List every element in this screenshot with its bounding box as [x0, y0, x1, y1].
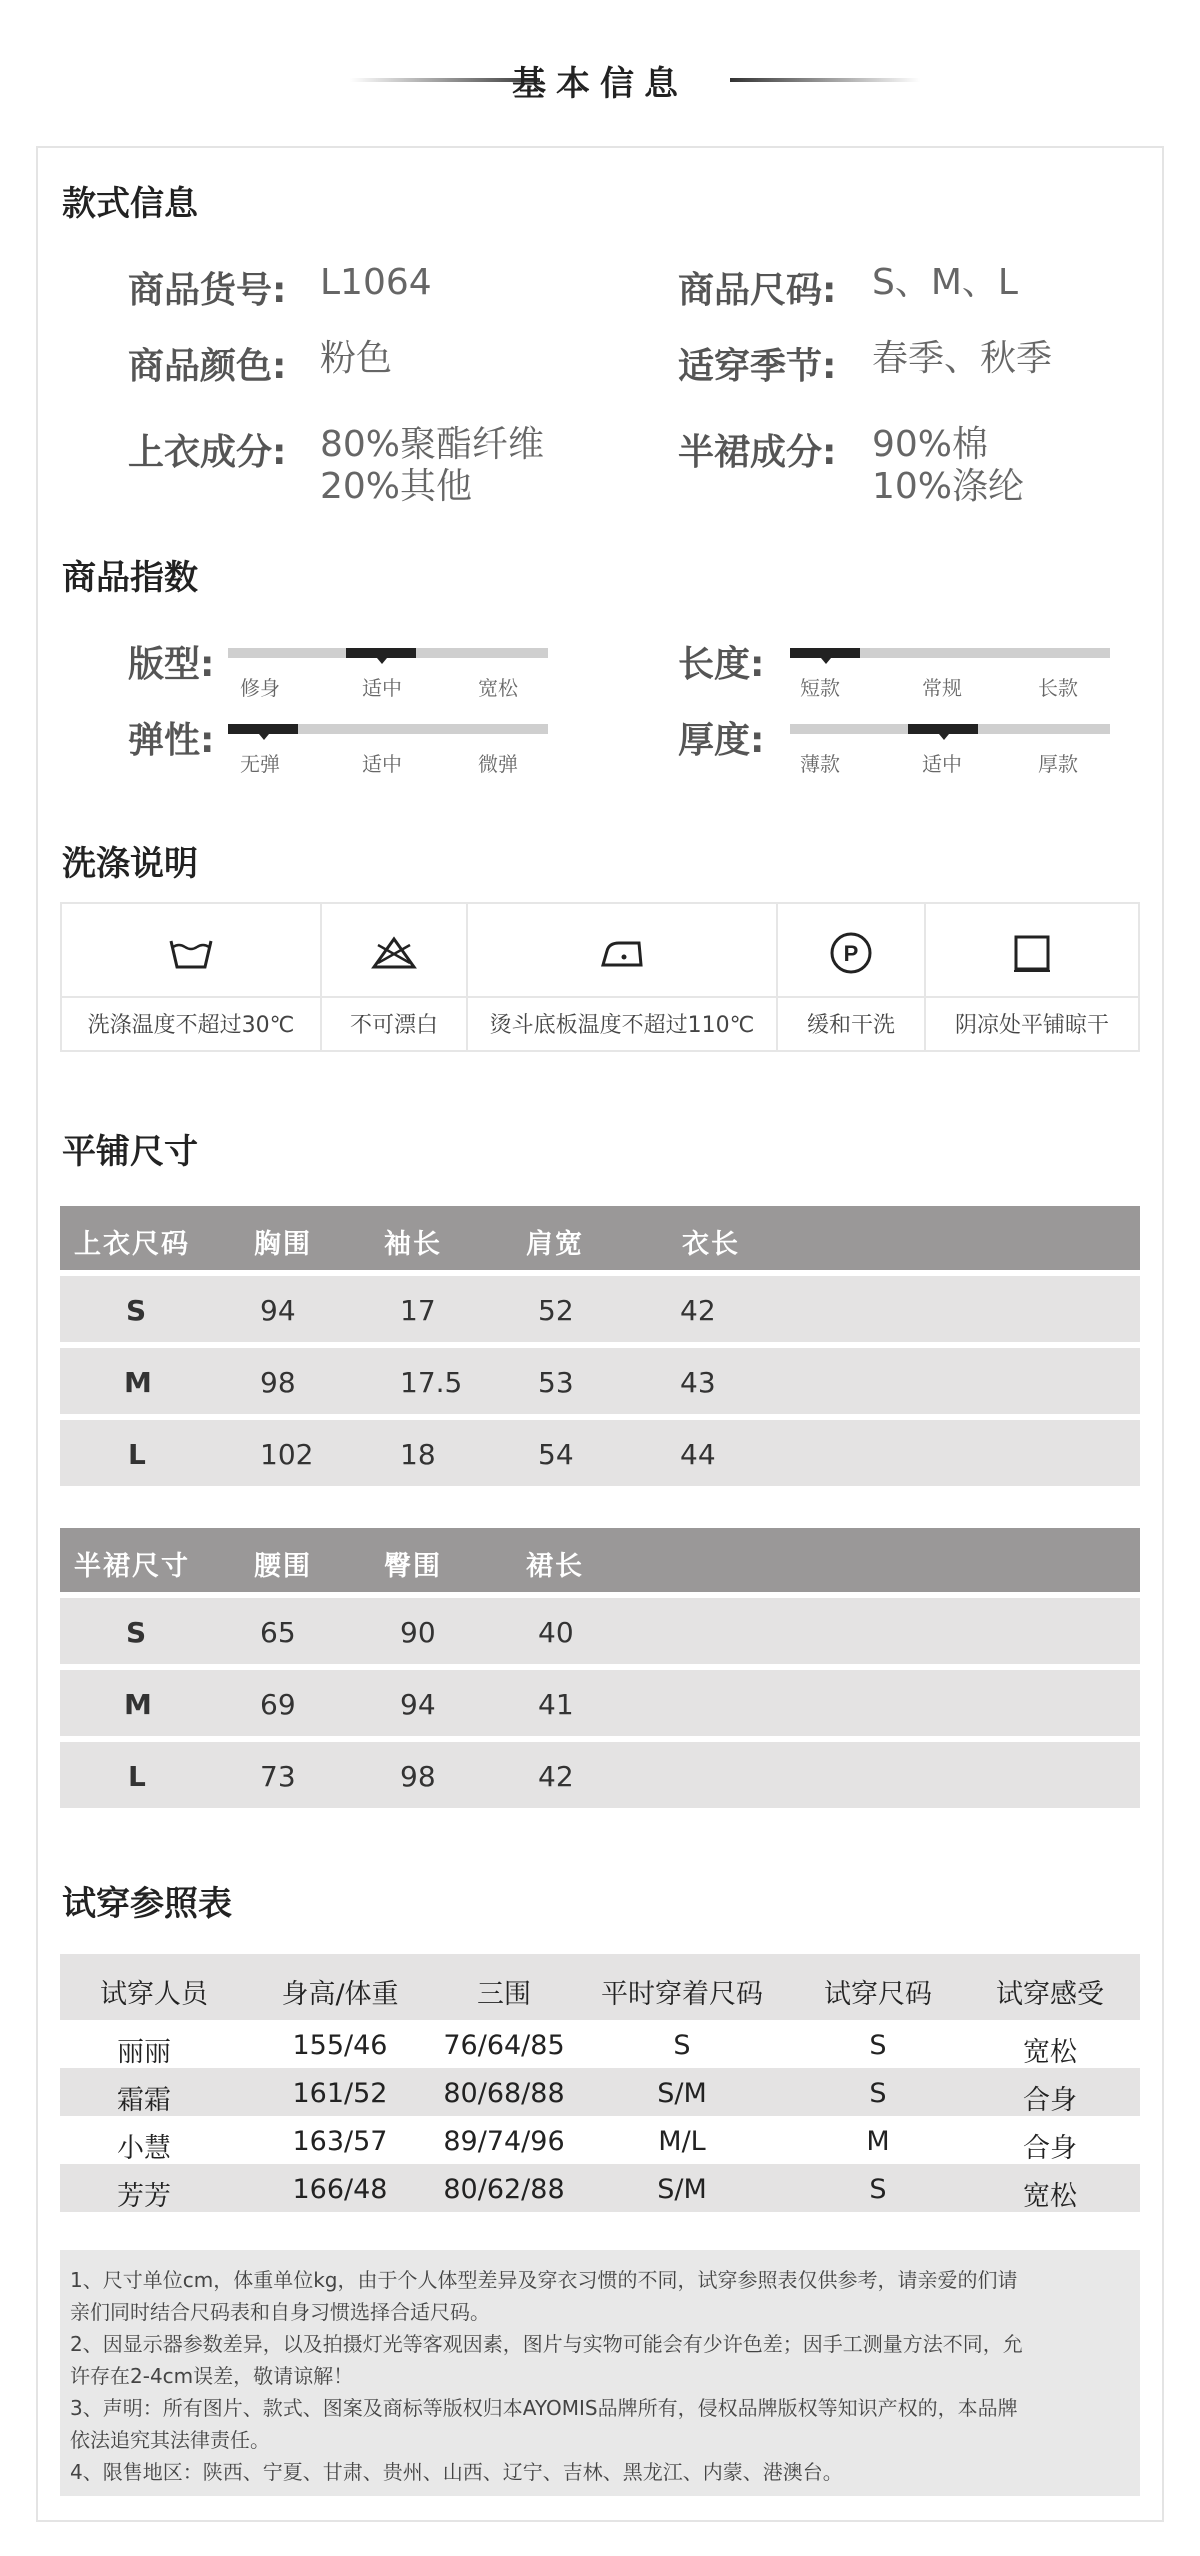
season-value: 春季、秋季 [872, 338, 1053, 379]
fit-header-height-weight: 身高/体重 [281, 1979, 399, 2010]
no-bleach-icon [322, 918, 466, 988]
top-composition-line-1: 80%聚酯纤维 [320, 424, 545, 465]
cell: 54 [538, 1438, 574, 1471]
note-line: 4、限售地区：陕西、宁夏、甘肃、贵州、山西、辽宁、吉林、黑龙江、内蒙、港澳台。 [70, 2460, 843, 2484]
top-composition-row [128, 424, 588, 514]
cell: 90 [400, 1616, 436, 1649]
item-no-value: L1064 [320, 262, 432, 303]
cell: 76/64/85 [443, 2030, 565, 2061]
cell: S [869, 2030, 887, 2061]
elastic-tick-1: 无弹 [240, 752, 280, 776]
skirt-size-table [60, 1528, 1140, 1808]
fit-tick-2: 适中 [362, 676, 402, 700]
cell: S [673, 2030, 691, 2061]
note-line: 亲们同时结合尺码表和自身习惯选择合适尺码。 [70, 2300, 490, 2324]
skirt-header-length: 裙长 [526, 1551, 584, 1582]
cell: 丽丽 [117, 2037, 171, 2068]
cell: M [124, 1688, 152, 1721]
note-line: 3、声明：所有图片、款式、图案及商标等版权归本AYOMIS品牌所有，侵权品牌版权等知识产权的，本品牌 [70, 2396, 1018, 2420]
cell: 40 [538, 1616, 574, 1649]
fitting-header [60, 1954, 1140, 2020]
color-value: 粉色 [320, 338, 393, 379]
cell: 89/74/96 [443, 2126, 565, 2157]
color-label: 商品颜色: [128, 346, 287, 387]
length-label: 长度: [678, 644, 765, 685]
skirt-header-size: 半裙尺寸 [74, 1551, 190, 1582]
cell: 52 [538, 1294, 574, 1327]
fit-bar [228, 648, 548, 658]
cell: 53 [538, 1366, 574, 1399]
cell: S [869, 2078, 887, 2109]
wash-cell-2 [322, 904, 468, 1050]
cell: S [869, 2174, 887, 2205]
cell: 41 [538, 1688, 574, 1721]
elastic-tick-2: 适中 [362, 752, 402, 776]
wash-cell-4 [778, 904, 926, 1050]
cell: 宽松 [1023, 2181, 1077, 2212]
cell: 163/57 [292, 2126, 388, 2157]
skirt-composition-line-2: 10%涤纶 [872, 466, 1025, 507]
index-title: 商品指数 [62, 558, 198, 598]
item-no-label: 商品货号: [128, 270, 287, 311]
thickness-tick-1: 薄款 [800, 752, 840, 776]
thickness-scale [678, 712, 1200, 782]
note-line: 许存在2-4cm误差，敬请谅解！ [70, 2364, 354, 2388]
table-row [60, 1276, 1140, 1342]
elastic-label: 弹性: [128, 720, 215, 761]
cell: 73 [260, 1760, 296, 1793]
table-row [60, 2116, 1140, 2164]
skirt-composition-line-1: 90%棉 [872, 424, 989, 465]
wash-label-5: 阴凉处平铺晾干 [954, 1013, 1109, 1038]
top-header-chest: 胸围 [254, 1229, 312, 1260]
thickness-tick-3: 厚款 [1038, 752, 1078, 776]
fit-scale [128, 636, 728, 706]
cell: S/M [657, 2078, 707, 2109]
top-size-header [60, 1206, 1140, 1270]
wash-tub-icon [62, 918, 320, 988]
cell: 合身 [1023, 2133, 1077, 2164]
wash-label-4: 缓和干洗 [806, 1013, 895, 1038]
cell: 94 [260, 1294, 296, 1327]
table-row [60, 1742, 1140, 1808]
top-composition-label: 上衣成分: [128, 432, 287, 473]
table-row [60, 1348, 1140, 1414]
season-label: 适穿季节: [678, 346, 837, 387]
cell: 166/48 [292, 2174, 388, 2205]
table-row [60, 1420, 1140, 1486]
dry-clean-p-icon [778, 918, 924, 988]
length-marker [790, 648, 860, 658]
skirt-composition-row [678, 424, 1138, 514]
fit-header-measurements: 三围 [477, 1979, 531, 2010]
table-row [60, 1598, 1140, 1664]
cell: L [128, 1438, 146, 1471]
note-line: 依法追究其法律责任。 [70, 2428, 270, 2452]
thickness-marker [908, 724, 978, 734]
length-tick-3: 长款 [1038, 676, 1078, 700]
wash-cell-3 [468, 904, 778, 1050]
shade-dry-flat-icon [926, 918, 1138, 988]
note-line: 1、尺寸单位cm，体重单位kg，由于个人体型差异及穿衣习惯的不同，试穿参照表仅供参考，请亲爱的们请 [70, 2268, 1018, 2292]
fitting-title: 试穿参照表 [62, 1884, 232, 1924]
cell: 65 [260, 1616, 296, 1649]
cell: 芳芳 [117, 2181, 171, 2212]
cell: 18 [400, 1438, 436, 1471]
thickness-label: 厚度: [678, 720, 765, 761]
page-header [0, 48, 1200, 112]
top-size-table [60, 1206, 1140, 1486]
style-info-title: 款式信息 [62, 184, 198, 224]
washing-title: 洗涤说明 [62, 844, 198, 884]
cell: 霜霜 [117, 2085, 171, 2116]
fit-tick-3: 宽松 [478, 676, 518, 700]
skirt-composition-label: 半裙成分: [678, 432, 837, 473]
elastic-marker [228, 724, 298, 734]
cell: 98 [400, 1760, 436, 1793]
cell: 17.5 [400, 1366, 463, 1399]
fit-marker [346, 648, 416, 658]
cell: 94 [400, 1688, 436, 1721]
wash-cell-5 [926, 904, 1138, 1050]
elastic-scale [128, 712, 728, 782]
svg-text:P: P [843, 941, 859, 966]
cell: 42 [538, 1760, 574, 1793]
elastic-tick-3: 微弹 [478, 752, 518, 776]
cell: 80/68/88 [443, 2078, 565, 2109]
cell: M [124, 1366, 152, 1399]
cell: 17 [400, 1294, 436, 1327]
cell: 161/52 [292, 2078, 388, 2109]
top-header-sleeve: 袖长 [384, 1229, 442, 1260]
table-row [60, 2068, 1140, 2116]
flat-size-title: 平铺尺寸 [62, 1132, 198, 1172]
washing-table [60, 902, 1140, 1052]
cell: 155/46 [292, 2030, 388, 2061]
wash-label-3: 烫斗底板温度不超过110℃ [489, 1013, 755, 1038]
header-right-line [730, 78, 920, 82]
top-header-shoulder: 肩宽 [526, 1229, 584, 1260]
fitting-table [60, 1954, 1140, 2212]
cell: S [126, 1616, 147, 1649]
skirt-header-hip: 臀围 [384, 1551, 442, 1582]
table-row [60, 2164, 1140, 2212]
cell: 69 [260, 1688, 296, 1721]
length-scale [678, 636, 1200, 706]
fit-header-tried-size: 试穿尺码 [824, 1979, 932, 2010]
wash-cell-1 [62, 904, 322, 1050]
length-tick-1: 短款 [800, 676, 840, 700]
cell: 43 [680, 1366, 716, 1399]
table-row [60, 2020, 1140, 2068]
note-line: 2、因显示器参数差异，以及拍摄灯光等客观因素，图片与实物可能会有少许色差；因手工测量方法不同，允 [70, 2332, 1023, 2356]
cell: S [126, 1294, 147, 1327]
skirt-size-header [60, 1528, 1140, 1592]
size-value: S、M、L [872, 262, 1018, 303]
cell: 合身 [1023, 2085, 1077, 2116]
cell: 42 [680, 1294, 716, 1327]
wash-label-2: 不可漂白 [349, 1013, 438, 1038]
skirt-header-waist: 腰围 [254, 1551, 312, 1582]
top-header-size: 上衣尺码 [74, 1229, 190, 1260]
top-composition-line-2: 20%其他 [320, 466, 473, 507]
cell: S/M [657, 2174, 707, 2205]
cell: 98 [260, 1366, 296, 1399]
cell: 80/62/88 [443, 2174, 565, 2205]
cell: 44 [680, 1438, 716, 1471]
elastic-bar [228, 724, 548, 734]
length-tick-2: 常规 [922, 676, 962, 700]
fit-header-person: 试穿人员 [100, 1979, 208, 2010]
table-row [60, 1670, 1140, 1736]
top-header-length: 衣长 [682, 1229, 740, 1260]
cell: 102 [260, 1438, 314, 1471]
thickness-bar [790, 724, 1110, 734]
fit-tick-1: 修身 [240, 676, 280, 700]
cell: 宽松 [1023, 2037, 1077, 2068]
cell: L [128, 1760, 146, 1793]
notes-box [60, 2250, 1140, 2496]
size-label: 商品尺码: [678, 270, 837, 311]
length-bar [790, 648, 1110, 658]
thickness-tick-2: 适中 [922, 752, 962, 776]
fit-header-feeling: 试穿感受 [996, 1979, 1104, 2010]
fit-label: 版型: [128, 644, 215, 685]
fit-header-usual-size: 平时穿着尺码 [601, 1979, 763, 2010]
cell: M [866, 2126, 890, 2157]
wash-label-1: 洗涤温度不超过30℃ [87, 1013, 295, 1038]
cell: M/L [658, 2126, 706, 2157]
iron-icon [468, 918, 776, 988]
cell: 小慧 [117, 2133, 171, 2164]
page-title: 基本信息 [512, 64, 688, 104]
